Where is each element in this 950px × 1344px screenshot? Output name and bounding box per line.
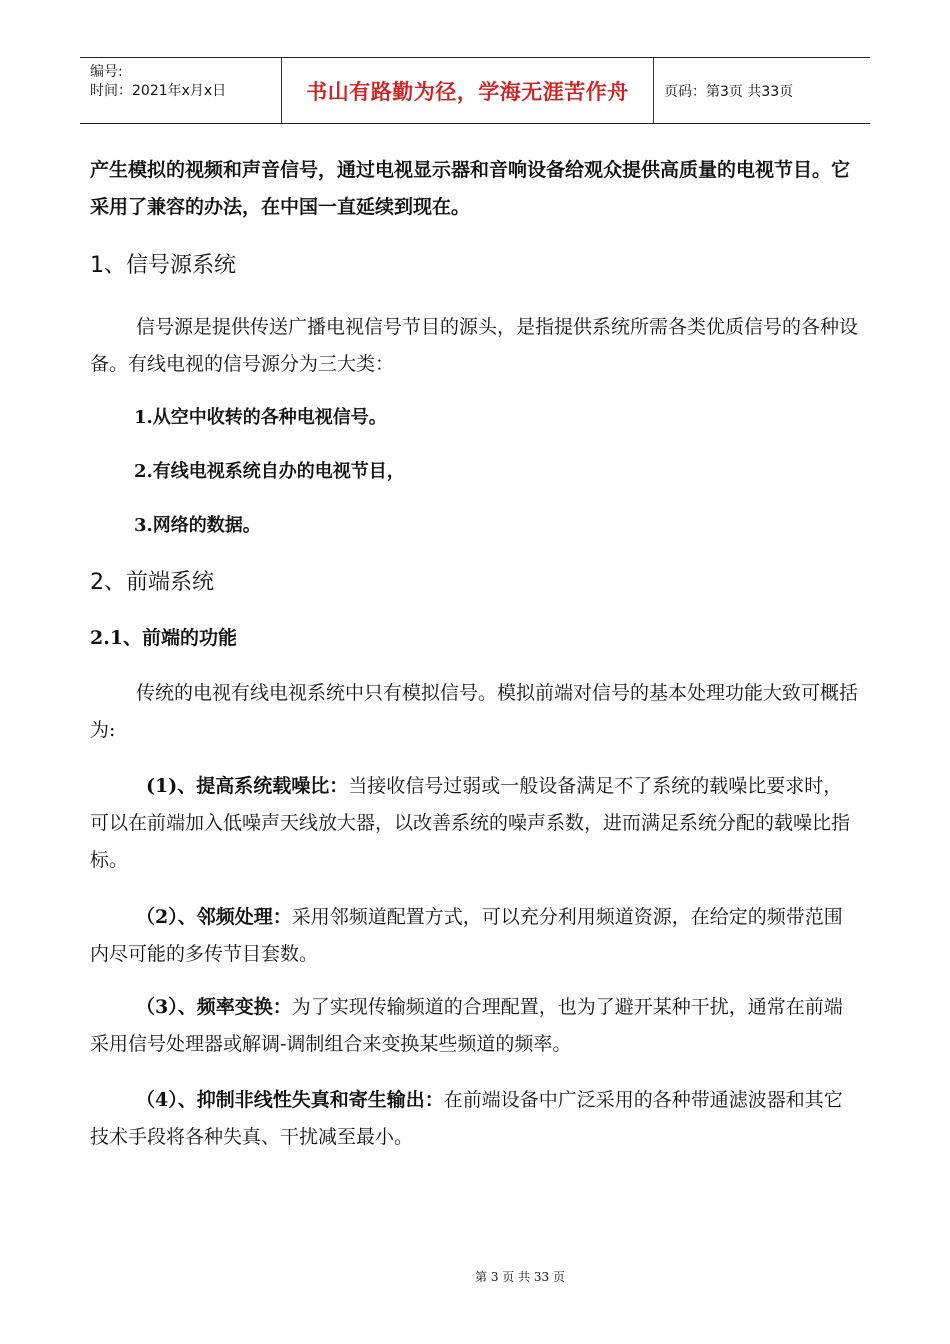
function-1-label: (1)、提高系统载噪比： — [146, 775, 349, 797]
list-item-1: 1.从空中收转的各种电视信号。 — [134, 407, 387, 428]
function-1-text: 当接收信号过弱或一般设备满足不了系统的载噪比要求时，可以在前端加入低噪声天线放大器，以改善系统的噪声系数，进而满足系统分配的载噪比指标。 — [90, 775, 851, 871]
section21-paragraph: 传统的电视有线电视系统中只有模拟信号。模拟前端对信号的基本处理功能大致可概括为: — [90, 682, 859, 741]
intro-paragraph: 产生模拟的视频和声音信号，通过电视显示器和音响设备给观众提供高质量的电视节目。它采用了兼容的办法，在中国一直延续到现在。 — [90, 159, 851, 218]
header-page-cell — [654, 58, 870, 123]
function-3-label: （3）、频率变换： — [136, 996, 292, 1018]
time-label: 时间：2021年x月x日 — [90, 83, 227, 99]
section2-title: 2、前端系统 — [90, 570, 214, 595]
section21-title: 2.1、前端的功能 — [90, 627, 238, 649]
number-label: 编号: — [90, 64, 123, 80]
header-table — [80, 57, 870, 124]
header-meta-cell — [80, 58, 282, 123]
motto-text: 书山有路勤为径，学海无涯苦作舟 — [306, 79, 629, 104]
page-footer: 第 3 页 共 33 页 — [475, 1270, 565, 1284]
function-3-text: 为了实现传输频道的合理配置，也为了避开某种干扰，通常在前端采用信号处理器或解调-调制组合来变换某些频道的频率。 — [90, 996, 843, 1055]
section1-paragraph: 信号源是提供传送广播电视信号节目的源头，是指提供系统所需各类优质信号的各种设备。有线电视的信号源分为三大类： — [90, 316, 859, 375]
function-1 — [90, 768, 860, 879]
function-4-text: 在前端设备中广泛采用的各种带通滤波器和其它技术手段将各种失真、干扰减至最小。 — [90, 1089, 843, 1148]
function-2-text: 采用邻频道配置方式，可以充分利用频道资源，在给定的频带范围内尽可能的多传节目套数。 — [90, 906, 843, 965]
list-item-3: 3.网络的数据。 — [134, 515, 261, 536]
page-info: 页码：第3页 共33页 — [664, 83, 794, 100]
function-4 — [90, 1082, 860, 1156]
function-2 — [90, 899, 860, 973]
list-item-2: 2.有线电视系统自办的电视节目， — [134, 461, 405, 482]
function-2-label: （2）、邻频处理： — [136, 906, 292, 928]
header-motto-cell — [282, 58, 654, 123]
function-3 — [90, 989, 860, 1063]
section1-title: 1、信号源系统 — [90, 253, 236, 278]
function-4-label: （4）、抑制非线性失真和寄生输出： — [136, 1089, 444, 1111]
